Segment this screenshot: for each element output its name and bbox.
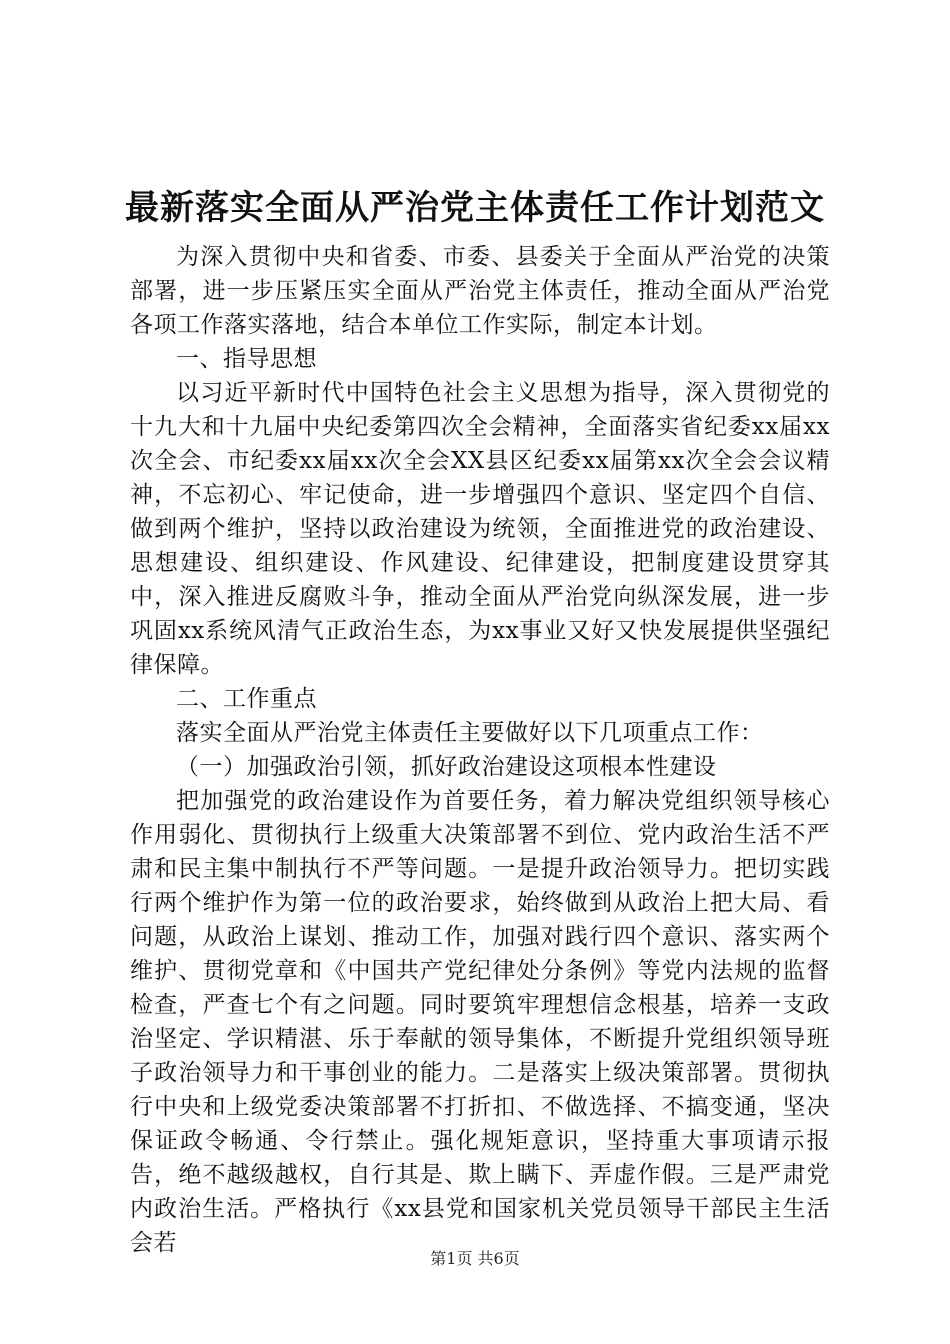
page-footer: 第1页 共6页 xyxy=(430,1249,520,1268)
guiding-ideology-paragraph: 以习近平新时代中国特色社会主义思想为指导，深入贯彻党的十九大和十九届中央纪委第四次全会精神，全面落实省纪委xx届xx次全会、市纪委xx届xx次全会XX县区纪委xx届第xx次全会会议精神，不忘初心、牢记使命，进一步增强四个意识、坚定四个自信、做到两个维护，坚持以政治建设为统领，全面推进党的政治建设、思想建设、组织建设、作风建设、纪律建设，把制度建设贯穿其中，深入推进反腐败斗争，推动全面从严治党向纵深发展，进一步巩固xx系统风清气正政治生态，为xx事业又好又快发展提供坚强纪律保障。 xyxy=(130,380,830,678)
intro-paragraph: 为深入贯彻中央和省委、市委、县委关于全面从严治党的决策部署，进一步压紧压实全面从严治党主体责任，推动全面从严治党各项工作落实落地，结合本单位工作实际，制定本计划。 xyxy=(130,244,830,338)
document-body xyxy=(130,240,830,1260)
work-focus-intro: 落实全面从严治党主体责任主要做好以下几项重点工作： xyxy=(176,720,764,746)
section-heading-guiding-ideology: 一、指导思想 xyxy=(176,346,317,372)
subsection-heading-political-guidance: （一）加强政治引领，抓好政治建设这项根本性建设 xyxy=(176,754,717,780)
document-title: 最新落实全面从严治党主体责任工作计划范文 xyxy=(125,188,825,228)
political-guidance-paragraph: 把加强党的政治建设作为首要任务，着力解决党组织领导核心作用弱化、贯彻执行上级重大决策部署不到位、党内政治生活不严肃和民主集中制执行不严等问题。一是提升政治领导力。把切实践行两个维护作为第一位的政治要求，始终做到从政治上把大局、看问题，从政治上谋划、推动工作，加强对践行四个意识、落实两个维护、贯彻党章和《中国共产党纪律处分条例》等党内法规的监督检查，严查七个有之问题。同时要筑牢理想信念根基，培养一支政治坚定、学识精湛、乐于奉献的领导集体，不断提升党组织领导班子政治领导力和干事创业的能力。二是落实上级决策部署。贯彻执行中央和上级党委决策部署不打折扣、不做选择、不搞变通，坚决保证政令畅通、令行禁止。强化规矩意识，坚持重大事项请示报告，绝不越级越权，自行其是、欺上瞒下、弄虚作假。三是严肃党内政治生活。严格执行《xx县党和国家机关党员领导干部民主生活会若 xyxy=(130,788,830,1256)
section-heading-work-focus: 二、工作重点 xyxy=(176,686,317,712)
